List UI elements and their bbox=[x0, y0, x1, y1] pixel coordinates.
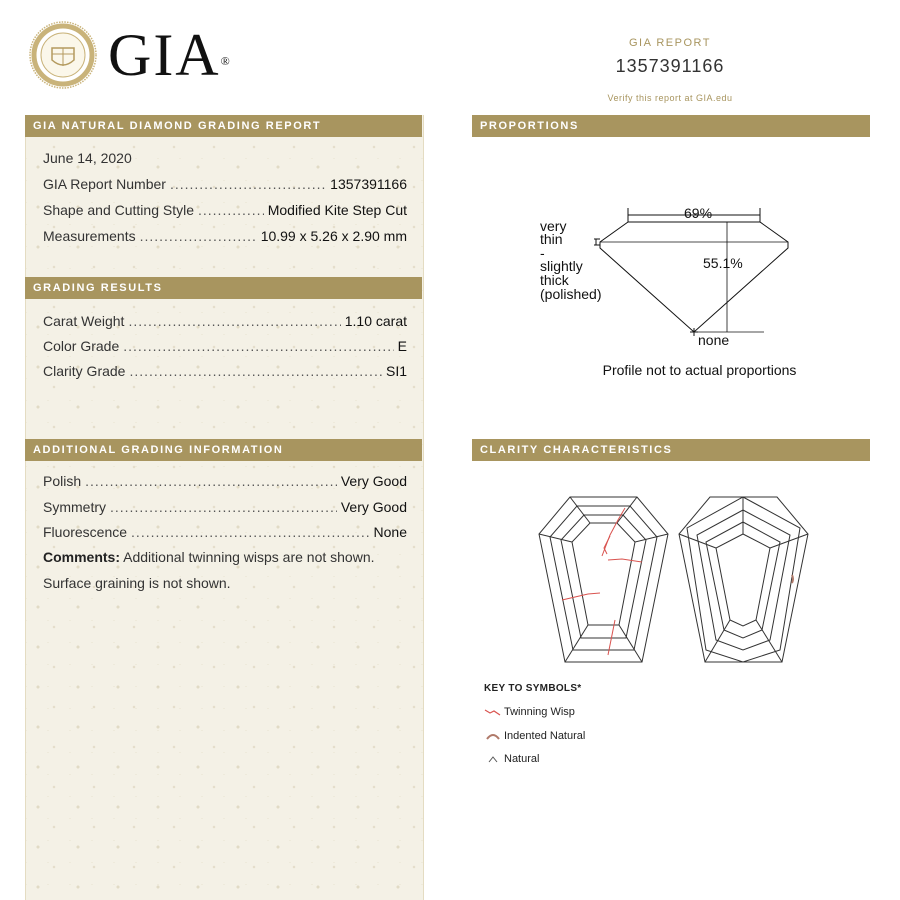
crown-view bbox=[539, 497, 668, 662]
key-item-twinning-wisp: Twinning Wisp bbox=[484, 706, 575, 718]
girdle-line-1: very bbox=[540, 218, 567, 234]
profile-note: Profile not to actual proportions bbox=[602, 362, 797, 378]
row-report-number: GIA Report Number ..... 1357391166 bbox=[43, 176, 407, 196]
row-carat: Carat Weight ..... 1.10 carat bbox=[43, 313, 407, 333]
section-band-grading-report: GIA NATURAL DIAMOND GRADING REPORT bbox=[25, 115, 422, 137]
girdle-line-5: thick bbox=[540, 272, 569, 288]
depth-percent: 55.1% bbox=[703, 255, 743, 271]
proportions-diagram bbox=[472, 195, 892, 360]
natural-icon bbox=[484, 753, 502, 765]
section-band-additional: ADDITIONAL GRADING INFORMATION bbox=[25, 439, 422, 461]
twinning-wisp-icon bbox=[484, 706, 502, 718]
comments-line-1: Comments: Additional twinning wisps are not shown. bbox=[43, 549, 375, 565]
section-band-grading-results: GRADING RESULTS bbox=[25, 277, 422, 299]
key-item-natural: Natural bbox=[484, 753, 539, 765]
key-item-indented-natural: Indented Natural bbox=[484, 730, 585, 742]
row-polish: Polish ..... Very Good bbox=[43, 473, 407, 493]
row-fluorescence: Fluorescence ..... None bbox=[43, 524, 407, 544]
row-color: Color Grade ..... E bbox=[43, 338, 407, 358]
gia-brand: GIA® bbox=[108, 22, 232, 88]
gia-seal-logo bbox=[28, 20, 98, 90]
girdle-line-4: slightly bbox=[540, 258, 583, 274]
row-clarity: Clarity Grade ..... SI1 bbox=[43, 363, 407, 383]
clarity-plot bbox=[530, 490, 820, 665]
pavilion-view bbox=[679, 497, 808, 662]
comments-line-2: Surface graining is not shown. bbox=[43, 575, 231, 591]
girdle-line-3: - bbox=[540, 245, 545, 261]
section-band-clarity: CLARITY CHARACTERISTICS bbox=[472, 439, 870, 461]
girdle-line-2: thin bbox=[540, 231, 563, 247]
twinning-wisp-marks bbox=[562, 508, 642, 655]
table-percent: 69% bbox=[684, 205, 713, 221]
row-shape: Shape and Cutting Style ..... Modified Kite Step Cut bbox=[43, 202, 407, 222]
report-date: June 14, 2020 bbox=[43, 150, 132, 166]
key-title: KEY TO SYMBOLS* bbox=[484, 683, 582, 694]
verify-link[interactable]: Verify this report at GIA.edu bbox=[607, 93, 733, 103]
report-number: 1357391166 bbox=[615, 56, 725, 76]
row-symmetry: Symmetry ..... Very Good bbox=[43, 499, 407, 519]
indented-natural-icon bbox=[484, 730, 502, 742]
indented-natural-mark bbox=[792, 575, 793, 583]
culet-label: none bbox=[698, 332, 730, 348]
girdle-line-6: (polished) bbox=[540, 286, 602, 302]
row-measurements: Measurements ..... 10.99 x 5.26 x 2.90 mm bbox=[43, 228, 407, 248]
section-band-proportions: PROPORTIONS bbox=[472, 115, 870, 137]
report-label: GIA REPORT bbox=[628, 37, 712, 49]
